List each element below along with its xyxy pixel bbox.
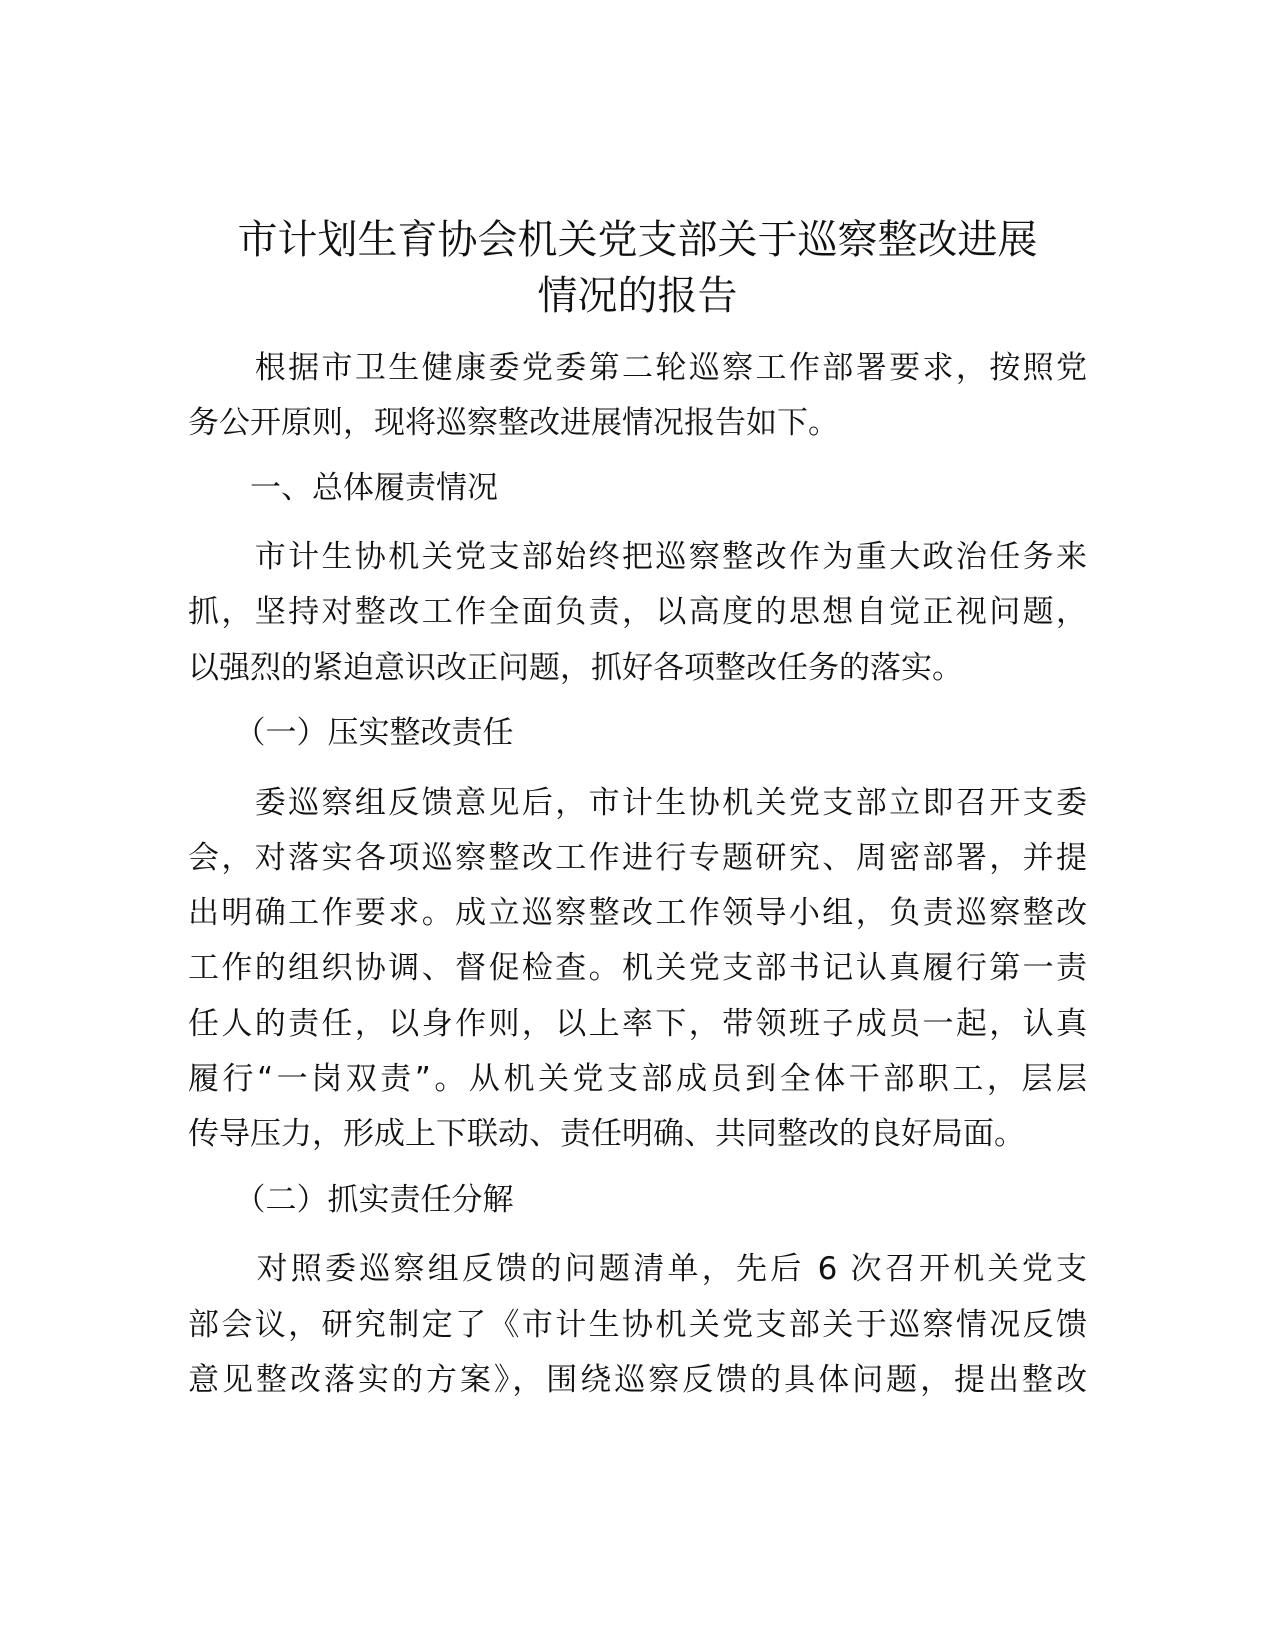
subsection-2-line-1: 对照委巡察组反馈的问题清单，先后 6 次召开机关党支 [188,1251,1087,1287]
subsection-1-line-2: 会，对落实各项巡察整改工作进行专题研究、周密部署，并提 [188,840,1087,876]
document-title-line-1: 市计划生育协会机关党支部关于巡察整改进展 [237,217,1038,263]
section-1-line-2: 抓，坚持对整改工作全面负责，以高度的思想自觉正视问题， [188,594,1087,630]
section-1-heading: 一、总体履责情况 [188,470,498,506]
subsection-1-line-4: 工作的组织协调、督促检查。机关党支部书记认真履行第一责 [188,950,1087,986]
subsection-2-line-3: 意见整改落实的方案》，围绕巡察反馈的具体问题，提出整改 [188,1362,1087,1398]
section-1-line-3: 以强烈的紧迫意识改正问题，抓好各项整改任务的落实。 [188,650,963,686]
subsection-1-line-3: 出明确工作要求。成立巡察整改工作领导小组，负责巡察整改 [188,895,1087,931]
section-1-line-1: 市计生协机关党支部始终把巡察整改作为重大政治任务来 [188,539,1087,575]
subsection-1-heading: （一）压实整改责任 [188,715,514,751]
subsection-2-heading: （二）抓实责任分解 [188,1182,514,1218]
document-title-line-2: 情况的报告 [537,273,738,319]
subsection-2-line-2: 部会议，研究制定了《市计生协机关党支部关于巡察情况反馈 [188,1307,1087,1343]
intro-line-1: 根据市卫生健康委党委第二轮巡察工作部署要求，按照党 [188,350,1087,386]
subsection-1-line-5: 任人的责任，以身作则，以上率下，带领班子成员一起，认真 [188,1006,1087,1042]
intro-line-2: 务公开原则，现将巡察整改进展情况报告如下。 [188,405,839,441]
subsection-1-line-7: 传导压力，形成上下联动、责任明确、共同整改的良好局面。 [188,1116,1025,1152]
subsection-1-line-6: 履行“一岗双责”。从机关党支部成员到全体干部职工，层层 [188,1061,1087,1097]
subsection-1-line-1: 委巡察组反馈意见后，市计生协机关党支部立即召开支委 [188,785,1087,821]
